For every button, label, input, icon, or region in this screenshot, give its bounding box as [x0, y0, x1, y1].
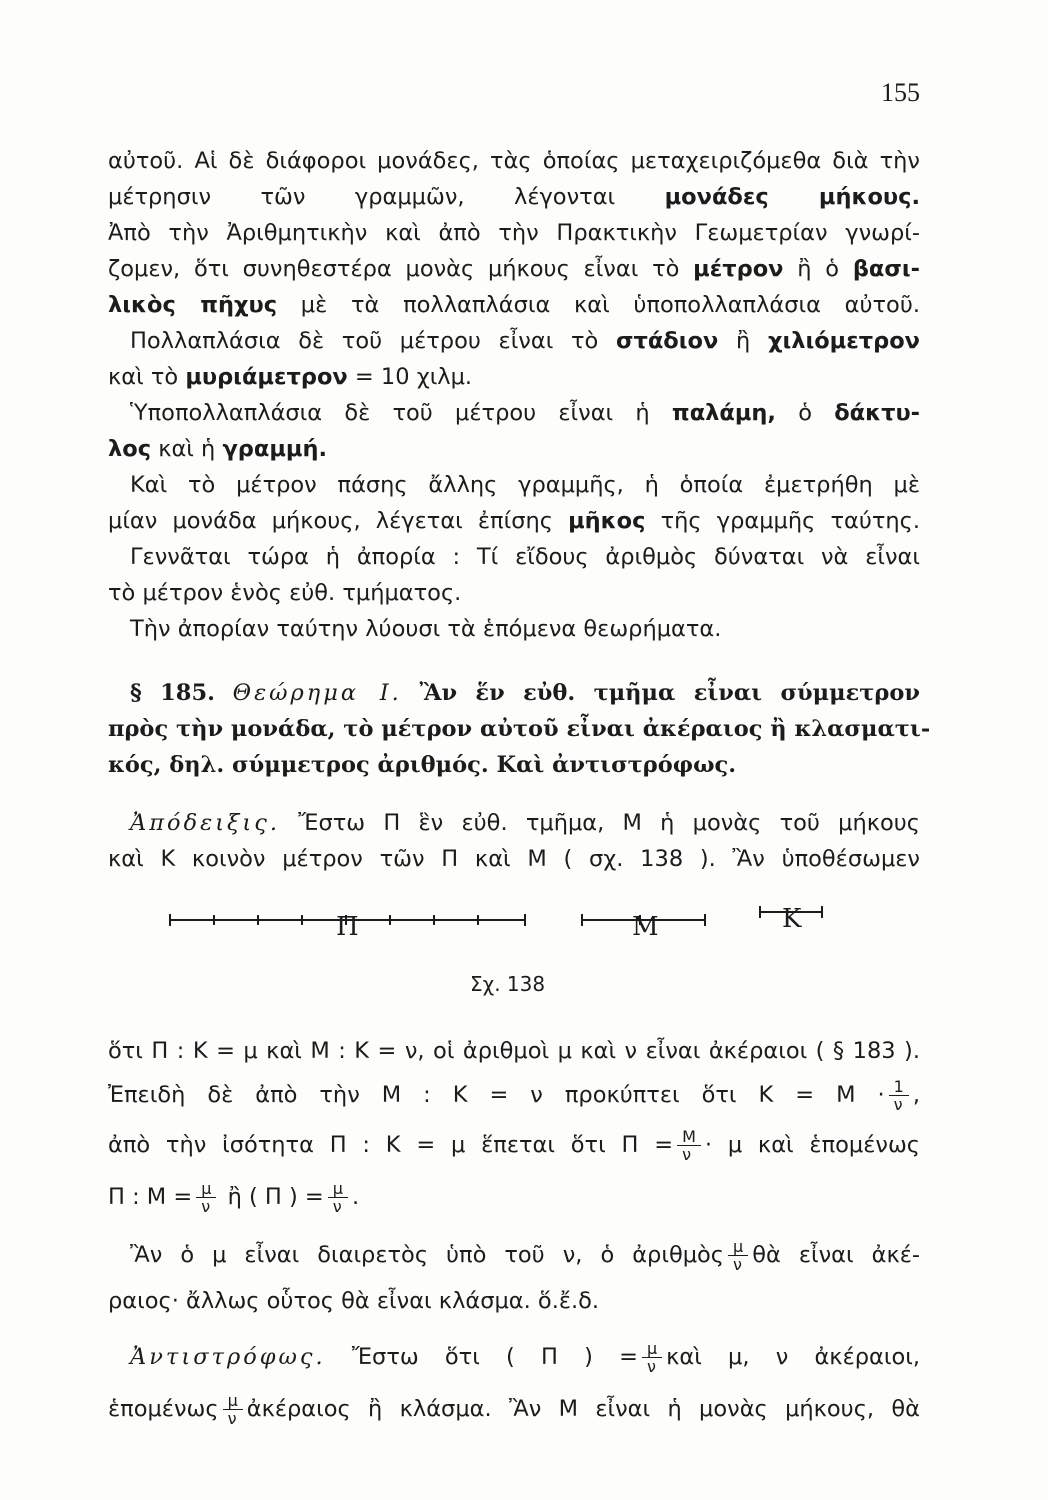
fraction: $\frac{\mu}{\nu}$	[328, 1180, 348, 1215]
figure-caption: Σχ. 138	[470, 972, 546, 996]
text-line: λικὸς πῆχυς μὲ τὰ πολλαπλάσια καὶ ὑποπολλαπλάσια αὐτοῦ.	[108, 292, 920, 318]
theorem-text: κός, δηλ. σύμμετρος ἀριθμός. Καὶ ἀντιστρόφως.	[108, 752, 737, 778]
label-k: Κ	[782, 904, 802, 934]
math-line: Ἂν ὁ μ εἶναι διαιρετὸς ὑπὸ τοῦ ν, ὁ ἀριθμὸς $\frac{\mu}{\nu}$ θὰ εἶναι ἀκέ-	[130, 1237, 920, 1274]
theorem-text: πρὸς τὴν μονάδα, τὸ μέτρον αὐτοῦ εἶναι ἀκέραιος ἢ κλασματι-	[108, 716, 931, 742]
text-line: Ὑποπολλαπλάσια δὲ τοῦ μέτρου εἶναι ἡ παλάμη, ὁ δάκτυ-	[130, 400, 921, 426]
text-line: τὸ μέτρον ἑνὸς εὐθ. τμήματος.	[108, 580, 462, 606]
converse-line: ἑπομένως $\frac{\mu}{\nu}$ ἀκέραιος ἢ κλάσμα. Ἂν Μ εἶναι ἡ μονὰς μήκους, θὰ	[108, 1391, 920, 1428]
converse-line: Ἀντιστρόφως. Ἔστω ὅτι ( Π ) = $\frac{\mu}{\nu}$ καὶ μ, ν ἀκέραιοι,	[130, 1339, 920, 1376]
figure-138	[160, 898, 860, 1018]
math-line: ἀπὸ τὴν ἰσότητα Π : Κ = μ ἕπεται ὅτι Π = $\frac{M}{\nu}$ · μ καὶ ἑπομένως	[108, 1127, 920, 1164]
fraction: $\frac{M}{\nu}$	[677, 1128, 701, 1163]
text-line: καὶ τὸ μυριάμετρον = 10 χιλμ.	[108, 364, 473, 390]
text-line: αὐτοῦ. Αἱ δὲ διάφοροι μονάδες, τὰς ὁποίας μεταχειριζόμεθα διὰ τὴν	[108, 148, 920, 174]
figure-segments	[160, 898, 860, 958]
text-line: λος καὶ ἡ γραμμή.	[108, 436, 328, 462]
text-line: Καὶ τὸ μέτρον πάσης ἄλλης γραμμῆς, ἡ ὁποία ἐμετρήθη μὲ	[130, 472, 920, 498]
fraction: $\frac{\mu}{\nu}$	[642, 1340, 662, 1375]
math-line: ὅτι Π : Κ = μ καὶ Μ : Κ = ν, οἱ ἀριθμοὶ μ καὶ ν εἶναι ἀκέραιοι ( § 183 ).	[108, 1038, 920, 1064]
text-line: Τὴν ἀπορίαν ταύτην λύουσι τὰ ἑπόμενα θεωρήματα.	[130, 616, 722, 642]
theorem-heading: § 185. Θεώρημα Ι. Ἂν ἕν εὐθ. τμῆμα εἶναι σύμμετρον	[130, 680, 920, 706]
math-line: ραιος· ἄλλως οὗτος θὰ εἶναι κλάσμα. ὅ.ἔ.δ.	[108, 1288, 600, 1314]
fraction: $\frac{1}{\nu}$	[889, 1078, 909, 1113]
math-line: Ἐπειδὴ δὲ ἀπὸ τὴν Μ : Κ = ν προκύπτει ὅτι Κ = Μ · $\frac{1}{\nu}$ ,	[108, 1077, 920, 1114]
text-line: ζομεν, ὅτι συνηθεστέρα μονὰς μήκους εἶναι τὸ μέτρον ἢ ὁ βασι-	[108, 256, 921, 282]
fraction: $\frac{\mu}{\nu}$	[196, 1180, 216, 1215]
text-line: Πολλαπλάσια δὲ τοῦ μέτρου εἶναι τὸ στάδιον ἢ χιλιόμετρον	[130, 328, 921, 354]
proof-line: Ἀπόδειξις. Ἔστω Π ἓν εὐθ. τμῆμα, Μ ἡ μονὰς τοῦ μήκους	[130, 810, 920, 836]
math-line: Π : Μ = $\frac{\mu}{\nu}$ ἢ ( Π ) = $\frac{\mu}{\nu}$ .	[108, 1179, 360, 1216]
text-line: μέτρησιν τῶν γραμμῶν, λέγονται μονάδες μήκους.	[108, 184, 920, 210]
text-line: Ἀπὸ τὴν Ἀριθμητικὴν καὶ ἀπὸ τὴν Πρακτικὴν Γεωμετρίαν γνωρί-	[108, 220, 920, 246]
page-number: 155	[881, 78, 920, 107]
label-p: Π	[336, 912, 359, 942]
text-line: Γεννᾶται τώρα ἡ ἀπορία : Τί εἴδους ἀριθμὸς δύναται νὰ εἶναι	[130, 544, 920, 570]
proof-line: καὶ Κ κοινὸν μέτρον τῶν Π καὶ Μ ( σχ. 138 ). Ἂν ὑποθέσωμεν	[108, 846, 920, 872]
fraction: $\frac{\mu}{\nu}$	[728, 1238, 748, 1273]
text-line: μίαν μονάδα μήκους, λέγεται ἐπίσης μῆκος τῆς γραμμῆς ταύτης.	[108, 508, 921, 534]
label-m: Μ	[632, 912, 659, 942]
fraction: $\frac{\mu}{\nu}$	[223, 1392, 243, 1427]
